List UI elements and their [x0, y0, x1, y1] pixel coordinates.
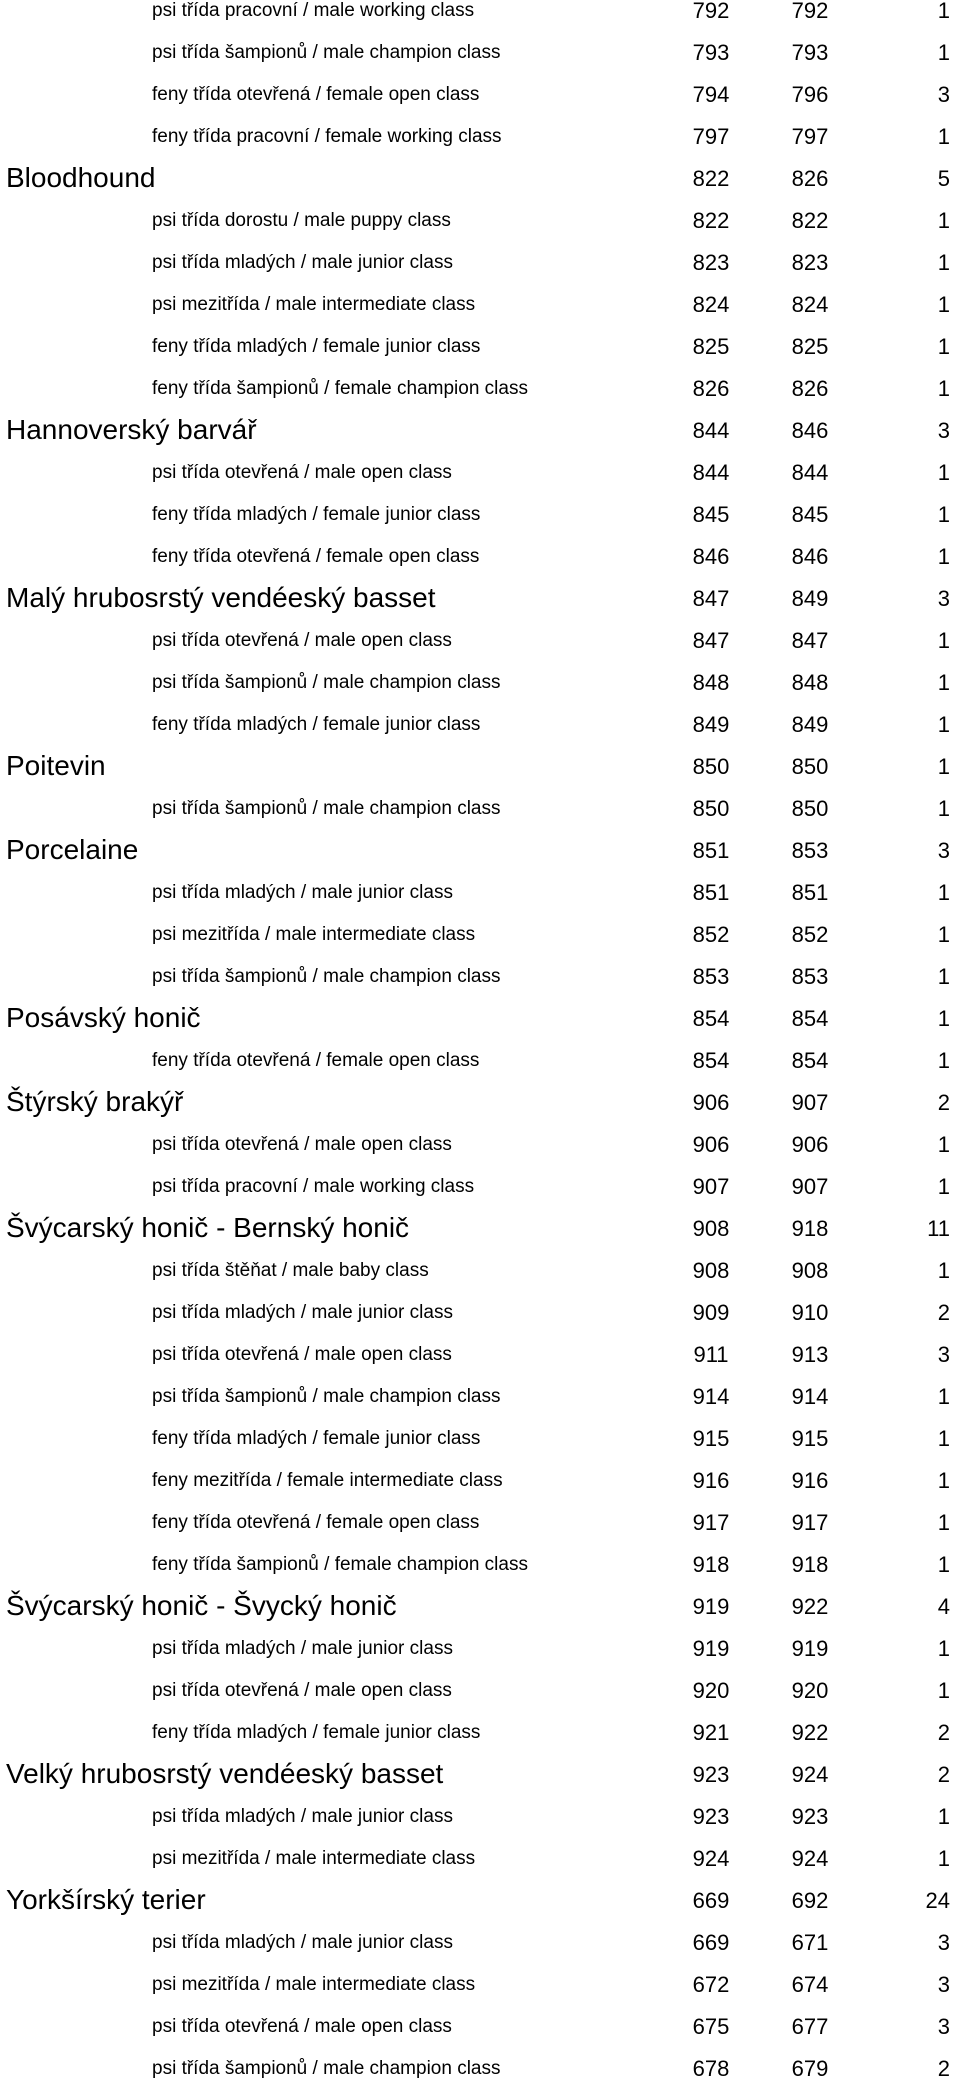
catalog-number-from: 672 [692, 1972, 730, 1997]
catalog-number-from: 678 [692, 2056, 730, 2081]
class-name: psi mezitřída / male intermediate class [152, 294, 476, 315]
catalog-number-from: 906 [692, 1090, 730, 1115]
catalog-number-to: 922 [791, 1720, 829, 1745]
catalog-number-to: 924 [791, 1846, 829, 1871]
class-row [0, 1260, 960, 1302]
entry-count: 3 [937, 586, 950, 611]
catalog-number-from: 923 [692, 1804, 730, 1829]
catalog-number-from: 853 [692, 964, 730, 989]
catalog-number-to: 848 [791, 670, 829, 695]
catalog-number-to: 850 [791, 754, 829, 779]
catalog-number-from: 908 [692, 1258, 730, 1283]
catalog-number-from: 823 [692, 250, 730, 275]
class-row [0, 1134, 960, 1176]
class-row [0, 1428, 960, 1470]
catalog-number-from: 845 [692, 502, 730, 527]
entry-count: 3 [937, 1342, 950, 1367]
catalog-number-from: 916 [692, 1468, 730, 1493]
class-name: feny třída otevřená / female open class [152, 84, 480, 105]
entry-count: 2 [937, 1720, 950, 1745]
class-name: psi třída šampionů / male champion class [152, 798, 501, 819]
catalog-number-to: 844 [791, 460, 829, 485]
catalog-number-from: 924 [692, 1846, 730, 1871]
entry-count: 3 [937, 838, 950, 863]
catalog-number-to: 854 [791, 1048, 829, 1073]
class-name: psi třída dorostu / male puppy class [152, 210, 451, 231]
catalog-number-to: 917 [791, 1510, 829, 1535]
entry-count: 2 [937, 1300, 950, 1325]
class-name: feny třída šampionů / female champion class [152, 378, 528, 399]
breed-name: Yorkšírský terier [6, 1884, 206, 1915]
catalog-number-from: 849 [692, 712, 730, 737]
class-row [0, 294, 960, 336]
breed-name: Bloodhound [6, 162, 156, 193]
catalog-number-from: 907 [692, 1174, 730, 1199]
class-name: psi třída pracovní / male working class [152, 0, 475, 21]
entry-count: 1 [937, 880, 950, 905]
catalog-number-from: 844 [692, 460, 730, 485]
entry-count: 3 [937, 1930, 950, 1955]
entry-count: 1 [937, 0, 950, 23]
catalog-number-to: 854 [791, 1006, 829, 1031]
breed-name: Porcelaine [6, 834, 139, 865]
class-row [0, 672, 960, 714]
class-name: psi třída mladých / male junior class [152, 1806, 453, 1827]
class-row [0, 462, 960, 504]
entry-count: 1 [937, 250, 950, 275]
breed-row [0, 1212, 960, 1260]
breed-row [0, 162, 960, 210]
catalog-number-from: 826 [692, 376, 730, 401]
entry-count: 1 [937, 796, 950, 821]
class-row [0, 336, 960, 378]
catalog-number-to: 847 [791, 628, 829, 653]
catalog-number-from: 852 [692, 922, 730, 947]
breed-row [0, 1758, 960, 1806]
catalog-number-from: 917 [692, 1510, 730, 1535]
class-row [0, 1386, 960, 1428]
catalog-number-from: 914 [692, 1384, 730, 1409]
catalog-number-to: 918 [791, 1552, 829, 1577]
catalog-number-to: 849 [791, 586, 829, 611]
catalog-number-to: 910 [791, 1300, 829, 1325]
catalog-number-to: 824 [791, 292, 829, 317]
class-name: feny třída mladých / female junior class [152, 504, 481, 525]
class-name: feny třída otevřená / female open class [152, 1512, 480, 1533]
catalog-number-from: 792 [692, 0, 730, 23]
entry-count: 1 [937, 1552, 950, 1577]
catalog-number-from: 669 [692, 1888, 730, 1913]
catalog-number-from: 847 [692, 628, 730, 653]
entry-count: 2 [937, 1090, 950, 1115]
class-name: psi mezitřída / male intermediate class [152, 1974, 476, 1995]
breed-row [0, 750, 960, 798]
catalog-number-to: 679 [791, 2056, 829, 2081]
class-row [0, 2058, 960, 2100]
entry-count: 1 [937, 1804, 950, 1829]
class-name: feny třída otevřená / female open class [152, 1050, 480, 1071]
breed-row [0, 582, 960, 630]
catalog-number-from: 854 [692, 1006, 730, 1031]
entry-count: 3 [937, 82, 950, 107]
class-name: psi třída mladých / male junior class [152, 1638, 453, 1659]
entry-count: 1 [937, 628, 950, 653]
class-name: feny třída šampionů / female champion class [152, 1554, 528, 1575]
catalog-number-to: 822 [791, 208, 829, 233]
class-row [0, 1806, 960, 1848]
class-row [0, 0, 960, 42]
catalog-number-to: 846 [791, 544, 829, 569]
catalog-number-to: 850 [791, 796, 829, 821]
class-name: feny mezitřída / female intermediate class [152, 1470, 503, 1491]
class-name: psi třída mladých / male junior class [152, 252, 453, 273]
class-row [0, 252, 960, 294]
class-name: feny třída mladých / female junior class [152, 714, 481, 735]
entry-count: 1 [937, 40, 950, 65]
catalog-number-to: 907 [791, 1090, 829, 1115]
catalog-number-to: 918 [791, 1216, 829, 1241]
catalog-number-from: 675 [692, 2014, 730, 2039]
class-name: psi třída šampionů / male champion class [152, 672, 501, 693]
class-row [0, 42, 960, 84]
entry-count: 3 [937, 418, 950, 443]
class-name: psi třída štěňat / male baby class [152, 1260, 429, 1281]
class-name: feny třída mladých / female junior class [152, 336, 481, 357]
catalog-number-to: 692 [791, 1888, 829, 1913]
entry-count: 1 [937, 124, 950, 149]
catalog-number-to: 671 [791, 1930, 829, 1955]
catalog-number-to: 919 [791, 1636, 829, 1661]
breed-row [0, 834, 960, 882]
catalog-number-to: 845 [791, 502, 829, 527]
class-name: psi třída otevřená / male open class [152, 462, 452, 483]
class-name: psi třída šampionů / male champion class [152, 2058, 501, 2079]
catalog-number-from: 911 [693, 1342, 729, 1367]
class-name: psi třída mladých / male junior class [152, 882, 453, 903]
class-row [0, 1974, 960, 2016]
class-name: psi třída pracovní / male working class [152, 1176, 475, 1197]
class-row [0, 924, 960, 966]
catalog-number-from: 919 [692, 1636, 730, 1661]
catalog-number-from: 848 [692, 670, 730, 695]
catalog-number-to: 793 [791, 40, 829, 65]
breed-name: Švýcarský honič - Bernský honič [6, 1212, 410, 1243]
entry-count: 1 [937, 1636, 950, 1661]
catalog-number-to: 826 [791, 166, 829, 191]
catalog-number-from: 915 [692, 1426, 730, 1451]
entry-count: 11 [927, 1216, 950, 1241]
catalog-number-to: 792 [791, 0, 829, 23]
entry-count: 1 [937, 292, 950, 317]
catalog-number-to: 823 [791, 250, 829, 275]
catalog-number-to: 853 [791, 838, 829, 863]
catalog-number-to: 923 [791, 1804, 829, 1829]
entry-count: 1 [937, 460, 950, 485]
entry-count: 2 [937, 1762, 950, 1787]
class-name: psi třída šampionů / male champion class [152, 966, 501, 987]
catalog-number-to: 924 [791, 1762, 829, 1787]
breed-row [0, 1884, 960, 1932]
entry-count: 1 [937, 376, 950, 401]
entry-count: 1 [937, 208, 950, 233]
breed-row [0, 1002, 960, 1050]
entry-count: 1 [937, 1258, 950, 1283]
catalog-number-to: 797 [791, 124, 829, 149]
breed-name: Malý hrubosrstý vendéeský basset [6, 582, 436, 613]
catalog-number-to: 915 [791, 1426, 829, 1451]
class-row [0, 2016, 960, 2058]
catalog-number-to: 826 [791, 376, 829, 401]
class-row [0, 630, 960, 672]
entry-count: 1 [937, 334, 950, 359]
catalog-number-to: 796 [791, 82, 829, 107]
catalog-number-from: 822 [692, 208, 730, 233]
entry-count: 1 [937, 1174, 950, 1199]
class-name: psi třída mladých / male junior class [152, 1302, 453, 1323]
class-row [0, 798, 960, 840]
catalog-number-to: 916 [791, 1468, 829, 1493]
catalog-number-from: 846 [692, 544, 730, 569]
catalog-number-from: 920 [692, 1678, 730, 1703]
catalog-number-from: 794 [692, 82, 730, 107]
catalog-number-to: 908 [791, 1258, 829, 1283]
breed-name: Hannoverský barvář [6, 414, 257, 445]
catalog-number-from: 919 [692, 1594, 730, 1619]
catalog-number-to: 922 [791, 1594, 829, 1619]
class-name: psi třída otevřená / male open class [152, 1344, 452, 1365]
catalog-number-from: 844 [692, 418, 730, 443]
class-name: feny třída mladých / female junior class [152, 1428, 481, 1449]
class-row [0, 1470, 960, 1512]
entry-count: 1 [937, 964, 950, 989]
catalog-number-to: 851 [791, 880, 829, 905]
catalog-number-to: 846 [791, 418, 829, 443]
class-name: feny třída pracovní / female working class [152, 126, 502, 147]
entry-count: 1 [937, 1426, 950, 1451]
class-name: psi třída otevřená / male open class [152, 2016, 452, 2037]
entry-count: 3 [937, 2014, 950, 2039]
entry-count: 3 [937, 1972, 950, 1997]
entry-count: 2 [937, 2056, 950, 2081]
class-row [0, 84, 960, 126]
class-row [0, 1302, 960, 1344]
class-row [0, 1932, 960, 1974]
catalog-number-from: 793 [692, 40, 730, 65]
breed-name: Štýrský brakýř [6, 1086, 184, 1117]
class-name: psi třída otevřená / male open class [152, 1680, 452, 1701]
entry-count: 1 [937, 1468, 950, 1493]
class-row [0, 714, 960, 756]
catalog-number-to: 907 [791, 1174, 829, 1199]
class-row [0, 210, 960, 252]
catalog-number-from: 921 [692, 1720, 730, 1745]
entry-count: 1 [937, 754, 950, 779]
breed-row [0, 414, 960, 462]
class-row [0, 882, 960, 924]
catalog-number-from: 669 [692, 1930, 730, 1955]
catalog-number-to: 920 [791, 1678, 829, 1703]
entry-count: 1 [937, 1048, 950, 1073]
catalog-number-to: 674 [791, 1972, 829, 1997]
class-row [0, 1680, 960, 1722]
catalog-number-from: 909 [692, 1300, 730, 1325]
catalog-number-to: 825 [791, 334, 829, 359]
class-name: feny třída mladých / female junior class [152, 1722, 481, 1743]
catalog-number-from: 923 [692, 1762, 730, 1787]
catalog-number-from: 906 [692, 1132, 730, 1157]
entry-count: 24 [925, 1888, 950, 1913]
breed-row [0, 1590, 960, 1638]
catalog-number-from: 824 [692, 292, 730, 317]
breed-name: Velký hrubosrstý vendéeský basset [6, 1758, 444, 1789]
breed-name: Švýcarský honič - Švycký honič [6, 1590, 397, 1621]
catalog-number-from: 851 [692, 838, 730, 863]
class-name: psi třída otevřená / male open class [152, 1134, 452, 1155]
entry-count: 1 [937, 712, 950, 737]
entry-count: 1 [937, 1510, 950, 1535]
class-name: feny třída otevřená / female open class [152, 546, 480, 567]
class-name: psi třída otevřená / male open class [152, 630, 452, 651]
entry-count: 5 [937, 166, 950, 191]
breed-name: Posávský honič [6, 1002, 201, 1033]
catalog-number-from: 854 [692, 1048, 730, 1073]
catalog-number-from: 908 [692, 1216, 730, 1241]
entry-count: 1 [937, 1846, 950, 1871]
catalog-number-to: 677 [791, 2014, 829, 2039]
catalog-number-from: 851 [692, 880, 730, 905]
entry-count: 1 [937, 544, 950, 569]
catalog-number-from: 797 [692, 124, 730, 149]
catalog-number-to: 853 [791, 964, 829, 989]
entry-count: 1 [937, 1132, 950, 1157]
class-name: psi třída mladých / male junior class [152, 1932, 453, 1953]
class-row [0, 1638, 960, 1680]
entry-count: 1 [937, 670, 950, 695]
catalog-number-from: 822 [692, 166, 730, 191]
entry-count: 1 [937, 922, 950, 947]
class-row [0, 1344, 960, 1386]
entry-count: 1 [937, 502, 950, 527]
class-name: psi mezitřída / male intermediate class [152, 924, 476, 945]
breed-name: Poitevin [6, 750, 106, 781]
class-row [0, 1512, 960, 1554]
catalog-number-to: 914 [791, 1384, 829, 1409]
entry-count: 1 [937, 1006, 950, 1031]
catalog-number-from: 850 [692, 754, 730, 779]
breed-row [0, 1086, 960, 1134]
catalog-number-from: 918 [692, 1552, 730, 1577]
entry-count: 1 [937, 1384, 950, 1409]
class-name: psi třída šampionů / male champion class [152, 42, 501, 63]
class-name: psi mezitřída / male intermediate class [152, 1848, 476, 1869]
catalog-number-from: 847 [692, 586, 730, 611]
catalog-number-to: 849 [791, 712, 829, 737]
catalog-number-to: 906 [791, 1132, 829, 1157]
catalog-number-from: 825 [692, 334, 730, 359]
class-name: psi třída šampionů / male champion class [152, 1386, 501, 1407]
entry-count: 1 [937, 1678, 950, 1703]
catalog-number-to: 852 [791, 922, 829, 947]
catalog-number-from: 850 [692, 796, 730, 821]
class-row [0, 504, 960, 546]
catalog-number-to: 913 [791, 1342, 829, 1367]
entry-count: 4 [937, 1594, 950, 1619]
